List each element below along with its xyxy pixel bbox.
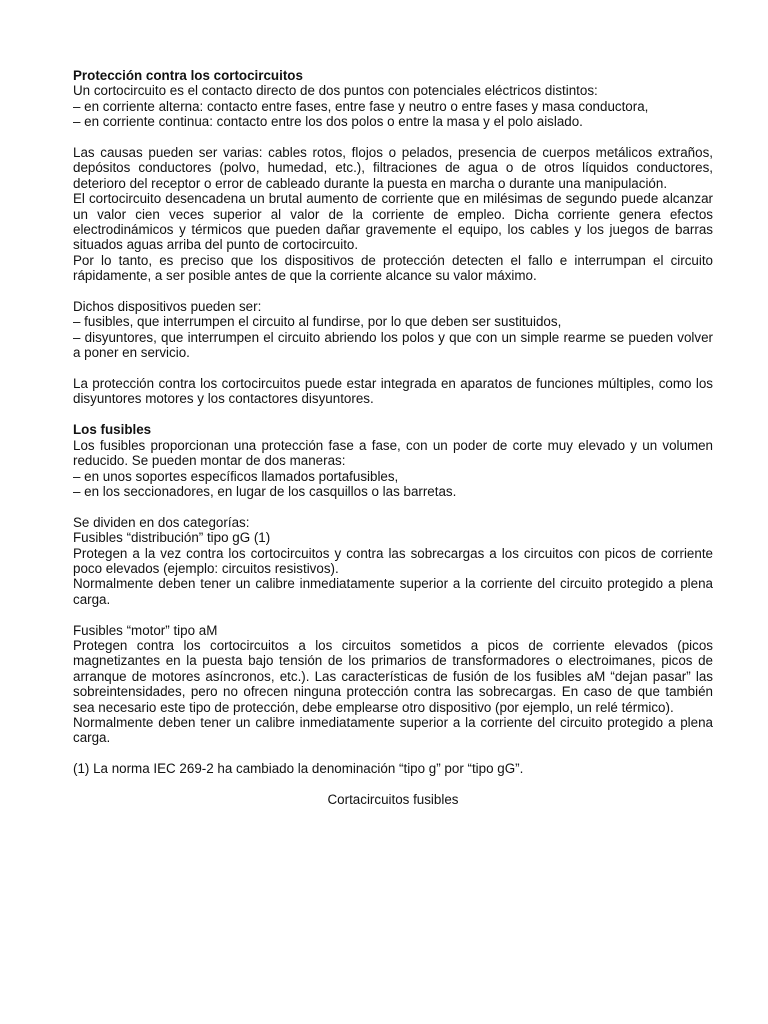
- paragraph-gap: [73, 361, 713, 376]
- categorias-intro: Se dividen en dos categorías:: [73, 514, 250, 530]
- paragraph-por-lo-tanto: Por lo tanto, es preciso que los dispositivos de protección detecten el fallo e interrumpan el circuito rápidamente, a ser posible antes de que la corriente alcance su valor máximo.: [73, 252, 713, 284]
- list-item-fusibles: – fusibles, que interrumpen el circuito al fundirse, por lo que deben ser sustituidos,: [73, 314, 562, 330]
- paragraph-gap: [73, 130, 713, 145]
- dispositivos-intro: Dichos dispositivos pueden ser:: [73, 299, 262, 315]
- paragraph-gap: [73, 284, 713, 299]
- paragraph-gap: [73, 407, 713, 422]
- subtitle-am: Fusibles “motor” tipo aM: [73, 622, 218, 638]
- paragraph-gap: [73, 499, 713, 514]
- paragraph-gg-1: Protegen a la vez contra los cortocircuitos y contra las sobrecargas a los circuitos con picos de corriente poco elevados (ejemplo: circuitos resistivos).: [73, 545, 713, 576]
- paragraph-desencadena: El cortocircuito desencadena un brutal aumento de corriente que en milésimas de segundo puede alcanzar un valor cien veces superior al valor de la corriente de empleo. Dicha corriente genera efectos electrodinámicos y térmicos que pueden dañar gravemente el equipo, los cables y los juegos de barras situados aguas arriba del punto de cortocircuito.: [73, 191, 713, 253]
- paragraph-am-1: Protegen contra los cortocircuitos a los circuitos sometidos a picos de corriente elevados (picos magnetizantes en la puesta bajo tensión de los primarios de transformadores o electroimanes, picos de arranque de motores asíncronos, etc.). Las características de fusión de los fusibles aM “dejan pasar” las sobreintensidades, pero no ofrecen ninguna protección contra las sobrecargas. En caso de que también sea necesario este tipo de protección, debe emplearse otro dispositivo (por ejemplo, un relé térmico).: [73, 637, 713, 715]
- paragraph-gap: [73, 777, 713, 792]
- paragraph-gg-2: Normalmente deben tener un calibre inmediatamente superior a la corriente del circuito protegido a plena carga.: [73, 576, 713, 607]
- list-item-seccionadores: – en los seccionadores, en lugar de los casquillos o las barretas.: [73, 483, 457, 499]
- paragraph-am-2: Normalmente deben tener un calibre inmediatamente superior a la corriente del circuito protegido a plena carga.: [73, 714, 713, 746]
- footnote: (1) La norma IEC 269-2 ha cambiado la denominación “tipo g” por “tipo gG”.: [73, 761, 524, 777]
- list-item-disyuntores: – disyuntores, que interrumpen el circuito abriendo los polos y que con un simple rearme se pueden volver a poner en servicio.: [73, 329, 713, 361]
- section-title-proteccion: Protección contra los cortocircuitos: [73, 68, 303, 83]
- paragraph-gap: [73, 607, 713, 622]
- paragraph-fusibles: Los fusibles proporcionan una protección fase a fase, con un poder de corte muy elevado y un volumen reducido. Se pueden montar de dos maneras:: [73, 437, 713, 469]
- document-page: [73, 68, 713, 807]
- list-item-portafusibles: – en unos soportes específicos llamados portafusibles,: [73, 468, 399, 484]
- list-item-alterna: – en corriente alterna: contacto entre fases, entre fase y neutro o entre fases y masa conductora,: [73, 98, 649, 114]
- section-title-fusibles: Los fusibles: [73, 422, 152, 438]
- paragraph-causas: Las causas pueden ser varias: cables rotos, flojos o pelados, presencia de cuerpos metálicos extraños, depósitos conductores (polvo, humedad, etc.), filtraciones de agua o de otros líquidos conductores, deterioro del receptor o error de cableado durante la puesta en marcha o durante una manipulación.: [73, 145, 713, 191]
- paragraph-integrada: La protección contra los cortocircuitos puede estar integrada en aparatos de funciones múltiples, como los disyuntores motores y los contactores disyuntores.: [73, 376, 713, 407]
- intro-line: Un cortocircuito es el contacto directo de dos puntos con potenciales eléctricos distintos:: [73, 83, 598, 99]
- list-item-continua: – en corriente continua: contacto entre los dos polos o entre la masa y el polo aislado.: [73, 114, 583, 130]
- subtitle-gg: Fusibles “distribución” tipo gG (1): [73, 530, 271, 546]
- caption: Cortacircuitos fusibles: [327, 791, 459, 807]
- paragraph-gap: [73, 746, 713, 761]
